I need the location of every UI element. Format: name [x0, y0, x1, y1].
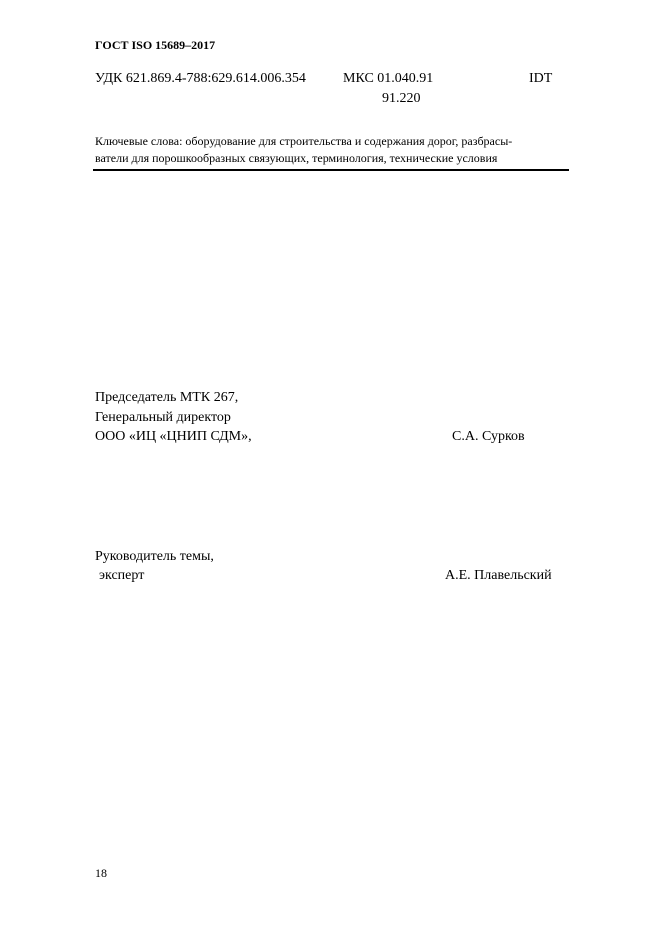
chair-name: С.А. Сурков — [452, 429, 525, 444]
chair-organization: ООО «ИЦ «ЦНИП СДМ», — [95, 429, 252, 444]
page-number: 18 — [95, 866, 107, 880]
lead-title-line-1: Руководитель темы, — [95, 549, 214, 564]
chair-title-line-1: Председатель МТК 267, — [95, 390, 239, 405]
udk-code: УДК 621.869.4-788:629.614.006.354 — [95, 71, 306, 86]
lead-title-line-2: эксперт — [99, 568, 145, 583]
keywords-line-2: ватели для порошкообразных связующих, терминология, технические условия — [95, 151, 498, 165]
mks-code-line2: 91.220 — [382, 91, 421, 106]
chair-title-line-2: Генеральный директор — [95, 410, 231, 425]
mks-code-line1: МКС 01.040.91 — [343, 71, 434, 86]
idt-marker: IDT — [529, 71, 553, 86]
keywords-line-1: Ключевые слова: оборудование для строительства и содержания дорог, разбрасы- — [95, 134, 513, 148]
keywords-divider — [93, 169, 569, 171]
lead-name: А.Е. Плавельский — [445, 568, 552, 583]
standard-title: ГОСТ ISO 15689–2017 — [95, 38, 216, 52]
